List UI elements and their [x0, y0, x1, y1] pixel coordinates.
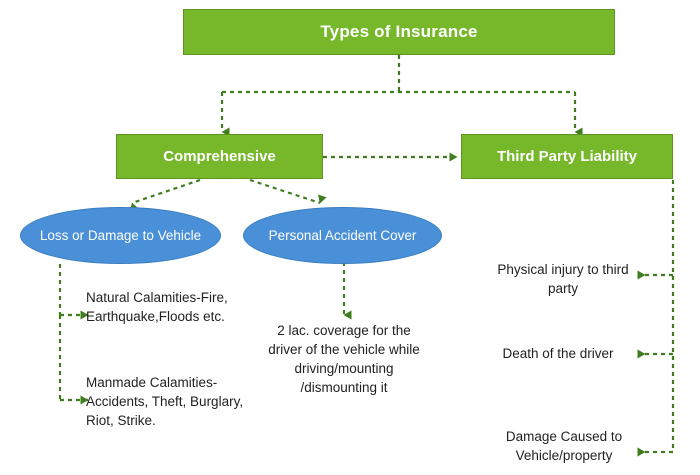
node-types-of-insurance: [183, 9, 615, 55]
node-label: Third Party Liability: [496, 148, 638, 165]
leaf-label: Damage Caused to Vehicle/property: [505, 429, 623, 463]
node-label: Comprehensive: [163, 148, 276, 165]
leaf-death-of-driver: [477, 344, 639, 363]
leaf-label: 2 lac. coverage for the driver of the vehicle while driving/mounting /dismounting it: [268, 323, 420, 395]
node-loss-or-damage-to-vehicle: [20, 207, 221, 264]
node-personal-accident-cover: [243, 207, 442, 264]
leaf-label: Physical injury to third party: [497, 262, 629, 296]
leaf-label: Death of the driver: [502, 346, 614, 361]
node-third-party-liability: [461, 134, 673, 179]
leaf-natural-calamities: [86, 288, 241, 326]
node-label: Personal Accident Cover: [268, 228, 417, 243]
leaf-physical-injury-third-party: [487, 260, 639, 298]
leaf-label: Manmade Calamities-Accidents, Theft, Burglary, Riot, Strike.: [86, 375, 244, 428]
leaf-manmade-calamities: [86, 373, 251, 430]
node-label: Loss or Damage to Vehicle: [39, 228, 202, 243]
leaf-label: Natural Calamities-Fire, Earthquake,Floods etc.: [86, 290, 228, 324]
leaf-damage-caused-to-vehicle-property: [489, 427, 639, 465]
leaf-driver-coverage: [262, 321, 426, 397]
node-comprehensive: [116, 134, 323, 179]
node-label: Types of Insurance: [320, 22, 478, 41]
